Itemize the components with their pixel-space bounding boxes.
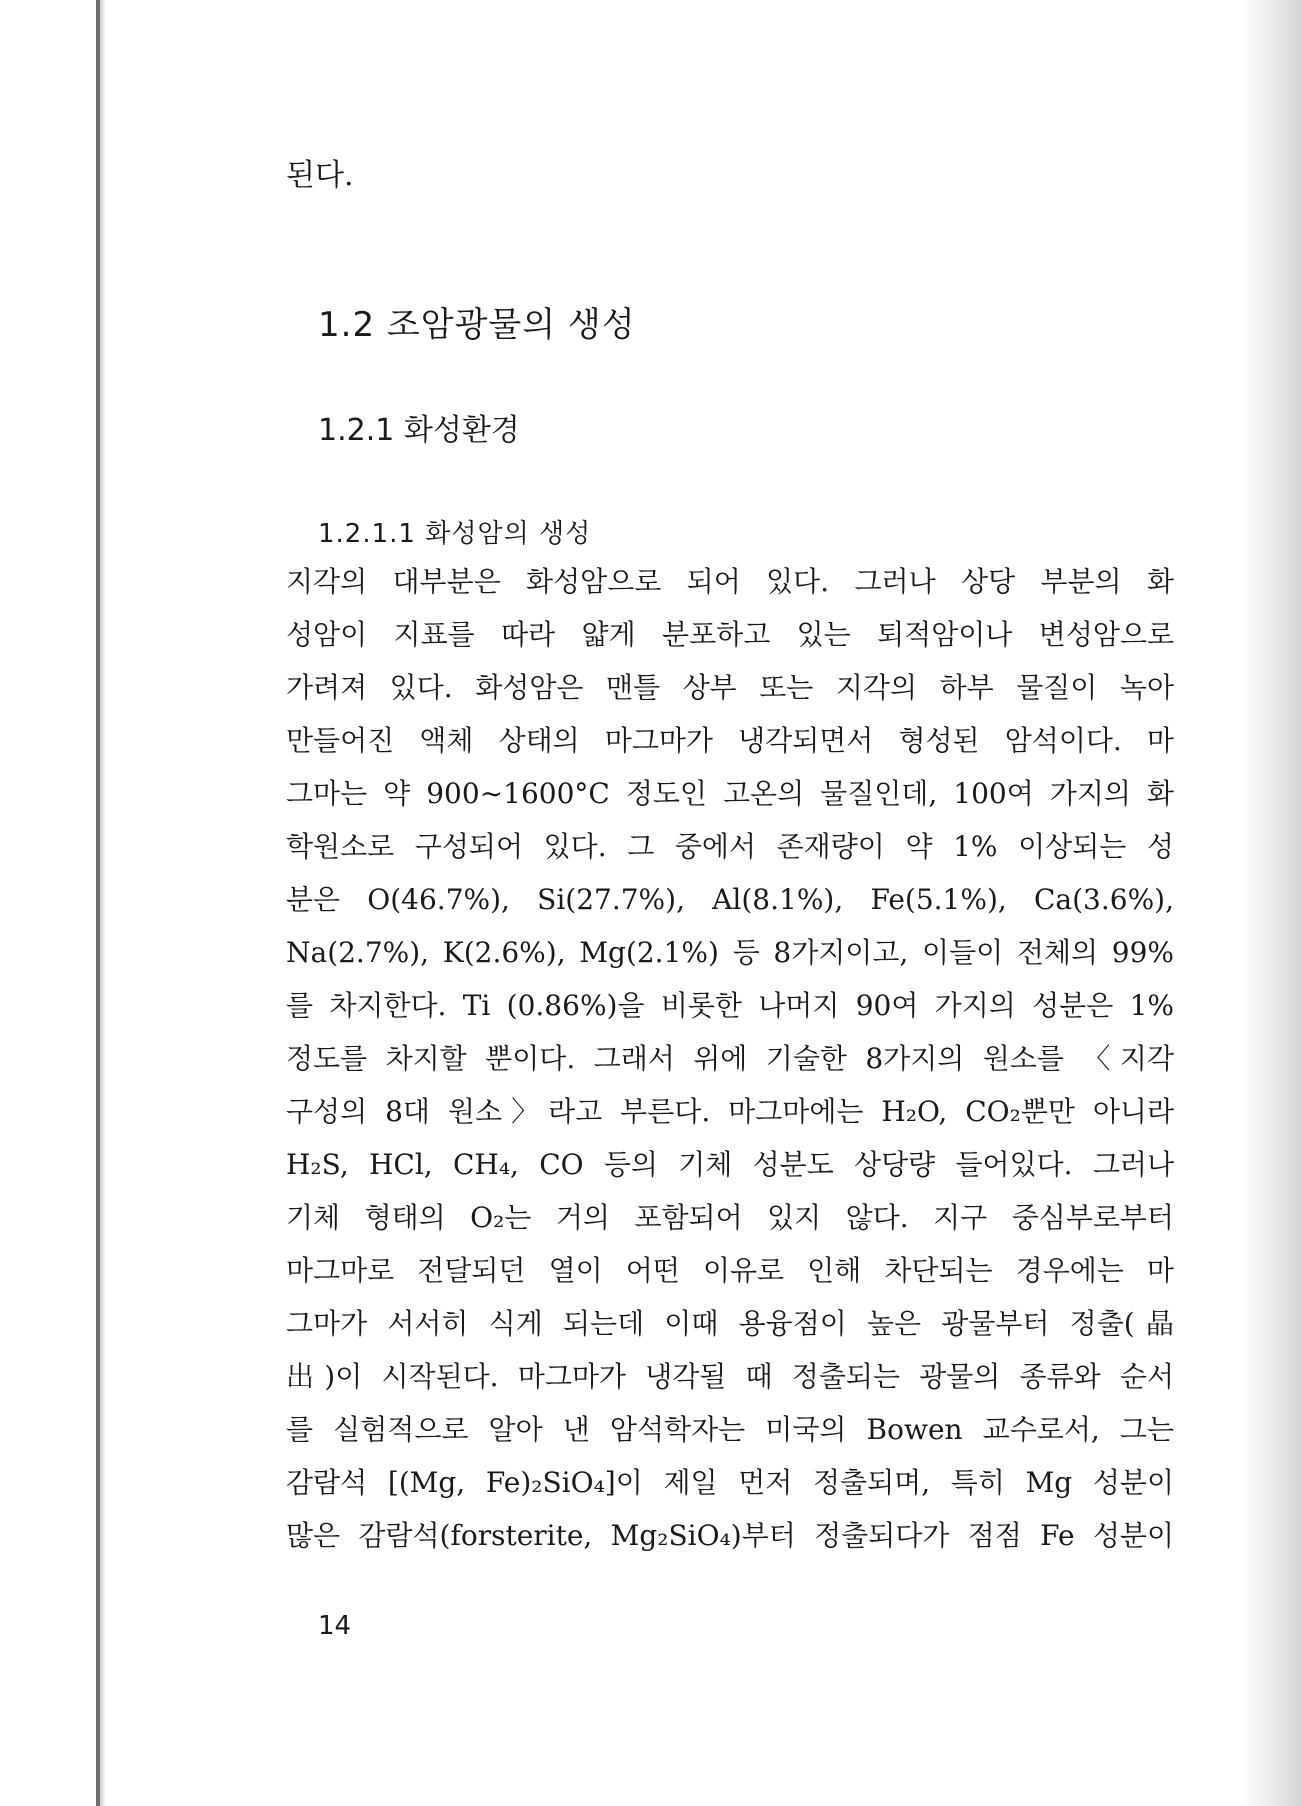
paragraph-line: 出)이 시작된다. 마그마가 냉각될 때 정출되는 광물의 종류와 순서 bbox=[286, 1360, 1174, 1393]
paragraph-line: 를 실험적으로 알아 낸 암석학자는 미국의 Bowen 교수로서, 그는 bbox=[286, 1413, 1174, 1446]
paragraph-line: H₂S, HCl, CH₄, CO 등의 기체 성분도 상당량 들어있다. 그러나 bbox=[286, 1148, 1174, 1181]
paragraph-line: Na(2.7%), K(2.6%), Mg(2.1%) 등 8가지이고, 이들이 전체의 99% bbox=[286, 936, 1174, 969]
paragraph-line: 그마는 약 900∼1600°C 정도인 고온의 물질인데, 100여 가지의 화 bbox=[286, 777, 1174, 810]
paragraph-line: 학원소로 구성되어 있다. 그 중에서 존재량이 약 1% 이상되는 성 bbox=[286, 830, 1174, 863]
paragraph-line: 만들어진 액체 상태의 마그마가 냉각되면서 형성된 암석이다. 마 bbox=[286, 724, 1174, 757]
paragraph-line: 마그마로 전달되던 열이 어떤 이유로 인해 차단되는 경우에는 마 bbox=[286, 1254, 1174, 1287]
paragraph-line: 많은 감람석(forsterite, Mg₂SiO₄)부터 정출되다가 점점 Fe 성분이 bbox=[286, 1519, 1174, 1552]
paragraph-line: 지각의 대부분은 화성암으로 되어 있다. 그러나 상당 부분의 화 bbox=[286, 565, 1174, 598]
paragraph-line: 를 차지한다. Ti (0.86%)을 비롯한 나머지 90여 가지의 성분은 1% bbox=[286, 989, 1174, 1022]
continuation-text: 된다. bbox=[286, 158, 354, 193]
section-heading: 1.2 조암광물의 생성 bbox=[318, 305, 636, 345]
page-number: 14 bbox=[318, 1611, 352, 1641]
paragraph-line: 구성의 8대 원소〉라고 부른다. 마그마에는 H₂O, CO₂뿐만 아니라 bbox=[286, 1095, 1174, 1128]
paragraph-line: 성암이 지표를 따라 얇게 분포하고 있는 퇴적암이나 변성암으로 bbox=[286, 618, 1174, 651]
page-edge-shadow bbox=[1242, 0, 1302, 1806]
paragraph-line: 감람석 [(Mg, Fe)₂SiO₄]이 제일 먼저 정출되며, 특히 Mg 성분이 bbox=[286, 1466, 1174, 1499]
paragraph-line: 정도를 차지할 뿐이다. 그래서 위에 기술한 8가지의 원소를 〈지각 bbox=[286, 1042, 1174, 1075]
page-spine-shading bbox=[100, 0, 106, 1806]
paragraph-line: 기체 형태의 O₂는 거의 포함되어 있지 않다. 지구 중심부로부터 bbox=[286, 1201, 1174, 1234]
paragraph-line: 가려져 있다. 화성암은 맨틀 상부 또는 지각의 하부 물질이 녹아 bbox=[286, 671, 1174, 704]
paragraph-line: 분은 O(46.7%), Si(27.7%), Al(8.1%), Fe(5.1%), Ca(3.6%), bbox=[286, 883, 1174, 916]
subsubsection-heading: 1.2.1.1 화성암의 생성 bbox=[318, 519, 592, 549]
subsection-heading: 1.2.1 화성환경 bbox=[318, 413, 520, 448]
paragraph-line: 그마가 서서히 식게 되는데 이때 용융점이 높은 광물부터 정출(晶 bbox=[286, 1307, 1174, 1340]
